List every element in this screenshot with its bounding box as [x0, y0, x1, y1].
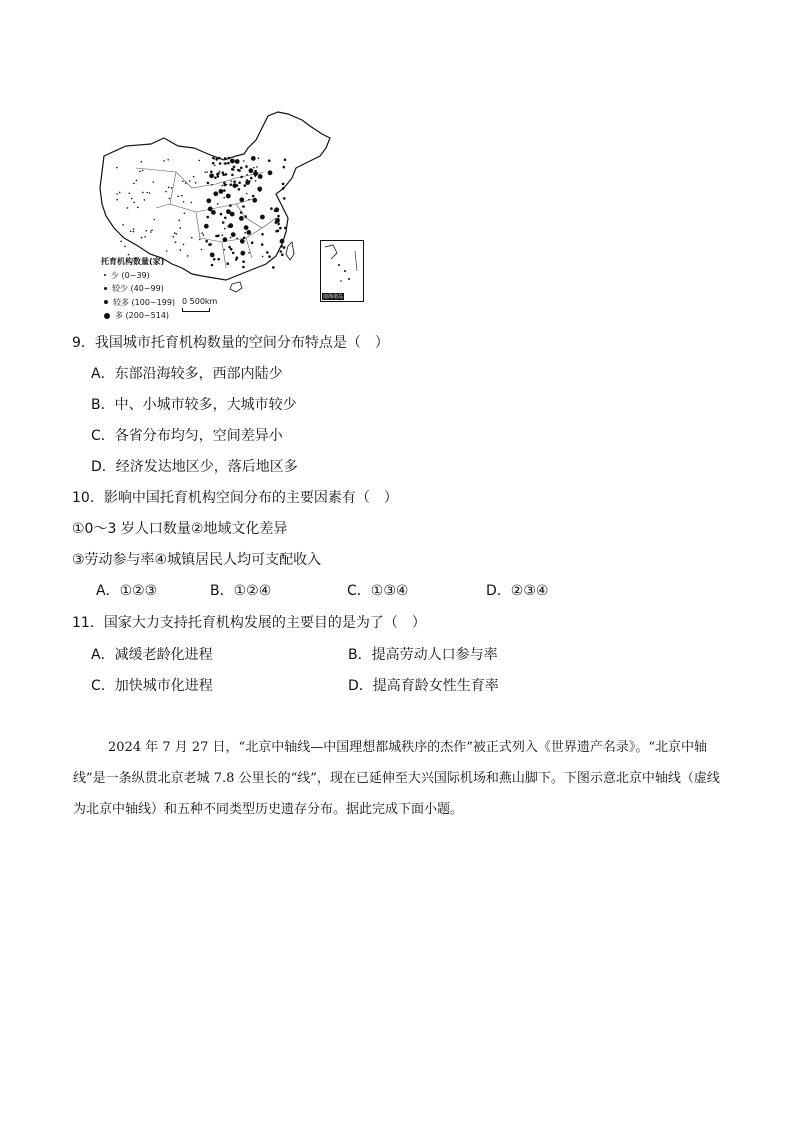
city-dot: [223, 189, 226, 192]
city-dot: [166, 250, 168, 252]
city-dot: [206, 198, 211, 203]
q11-option-c[interactable]: C．加快城市化进程: [91, 678, 213, 694]
legend-title: 托育机构数量(家): [101, 257, 165, 266]
city-dot: [142, 192, 144, 194]
city-dot: [241, 253, 243, 255]
city-dot: [193, 176, 195, 178]
city-dot: [120, 241, 122, 243]
city-dot: [261, 243, 264, 246]
city-dot: [124, 246, 126, 248]
city-dot: [244, 225, 249, 230]
city-dot: [217, 172, 220, 175]
legend-item: 少 (0~39): [101, 269, 175, 283]
q10-option-d[interactable]: D．②③④: [486, 583, 549, 599]
city-dot: [243, 160, 245, 162]
legend-dot-icon: [104, 274, 106, 276]
city-dot: [142, 170, 144, 172]
city-dot: [224, 184, 227, 187]
city-dot: [191, 202, 193, 204]
city-dot: [236, 256, 239, 259]
city-dot: [280, 239, 285, 244]
q10-option-a[interactable]: A．①②③: [96, 583, 158, 599]
city-dot: [222, 174, 225, 177]
city-dot: [240, 239, 245, 244]
city-dot: [223, 237, 228, 242]
city-dot: [268, 255, 271, 258]
city-dot: [219, 162, 222, 165]
city-dot: [282, 183, 285, 186]
city-dot: [209, 173, 214, 178]
city-dot: [245, 180, 250, 185]
city-dot: [141, 161, 143, 163]
q9-option-d[interactable]: D．经济发达地区少，落后地区多: [91, 459, 298, 475]
scale-bar: [182, 308, 210, 312]
city-dot: [203, 234, 205, 236]
city-dot: [139, 171, 141, 173]
city-dot: [283, 166, 286, 169]
q9-option-b[interactable]: B．中、小城市较多，大城市较少: [91, 397, 297, 413]
city-dot: [175, 241, 177, 243]
city-dot: [266, 251, 269, 254]
city-dot: [211, 184, 213, 186]
city-dot: [119, 192, 121, 194]
city-dot: [214, 165, 216, 167]
question-9-stem: 9．我国城市托育机构数量的空间分布特点是（ ）: [72, 335, 389, 351]
city-dot: [227, 162, 230, 165]
province-lines: [136, 168, 276, 268]
city-dot: [136, 180, 138, 182]
city-dot: [259, 189, 262, 192]
city-dot: [129, 193, 131, 195]
city-dot: [213, 258, 216, 261]
city-dot: [262, 256, 264, 258]
legend-item: 多 (200~514): [101, 309, 175, 323]
city-dot: [268, 159, 271, 162]
city-dot: [232, 183, 237, 188]
city-dot: [284, 227, 287, 230]
city-dot: [280, 250, 283, 253]
city-dot: [251, 241, 254, 244]
city-dot: [279, 227, 282, 230]
question-10-stem: 10．影响中国托育机构空间分布的主要因素有（ ）: [72, 490, 398, 506]
city-dot: [242, 205, 245, 208]
map-legend: [101, 255, 175, 323]
city-dot: [171, 187, 173, 189]
city-dot: [122, 224, 124, 226]
city-dot: [250, 170, 253, 173]
city-dot: [240, 251, 245, 256]
city-dot: [239, 197, 244, 202]
city-dot: [216, 158, 218, 160]
city-dot: [270, 207, 273, 210]
city-dot: [268, 170, 273, 175]
city-dot: [177, 196, 179, 198]
city-dot: [219, 171, 221, 173]
city-dot: [224, 162, 227, 165]
city-dot: [221, 185, 223, 187]
q9-option-a[interactable]: A．东部沿海较多，西部内陆少: [91, 366, 283, 382]
city-dot: [230, 248, 233, 251]
city-dot: [244, 232, 246, 234]
city-dot: [282, 187, 285, 190]
city-dot: [150, 231, 152, 233]
city-dot: [133, 202, 135, 204]
city-dot: [205, 240, 208, 243]
city-dot: [229, 204, 232, 207]
city-dot: [207, 182, 210, 185]
inset-islands: [321, 241, 363, 301]
city-dot: [187, 255, 189, 257]
city-dot: [222, 221, 225, 224]
q11-option-d[interactable]: D．提高育龄女性生育率: [348, 678, 499, 694]
question-11-stem: 11．国家大力支持托育机构发展的主要目的是为了（ ）: [72, 615, 426, 631]
scale-label: 0 500km: [182, 297, 218, 306]
city-dot: [232, 252, 235, 255]
city-dot: [219, 189, 222, 192]
city-dot: [228, 246, 231, 249]
city-dot: [242, 260, 245, 263]
city-dot: [179, 219, 181, 221]
city-dot: [180, 249, 182, 251]
city-dot: [198, 160, 200, 162]
city-dot: [174, 232, 176, 234]
city-dot: [217, 175, 220, 178]
city-dot: [240, 211, 243, 214]
q11-option-a[interactable]: A．减缓老龄化进程: [91, 647, 213, 663]
city-dot: [252, 195, 255, 198]
city-dot: [151, 229, 153, 231]
city-dot: [240, 176, 243, 179]
city-dot: [227, 210, 229, 212]
legend-item: 较少 (40~99): [101, 282, 175, 296]
city-dot: [233, 166, 236, 169]
city-dot: [231, 174, 234, 177]
city-dot: [169, 198, 171, 200]
city-dot: [224, 249, 226, 251]
city-dot: [133, 231, 135, 233]
city-dot: [248, 199, 250, 201]
city-dot: [228, 225, 231, 228]
reading-passage: 2024 年 7 月 27 日，“北京中轴线—中国理想都城秩序的杰作”被正式列入《世界遗产名录》。“北京中轴线”是一条纵贯北京老城 7.8 公里长的“线”，现在已延伸至大兴国际机场和燕山脚下。下图示意北京中轴线（虚线为北京中轴线）和五种不同类型历史遗存分布。据此完成下面小题。: [73, 740, 720, 817]
city-dot: [211, 264, 214, 267]
q10-option-c[interactable]: C．①③④: [347, 583, 409, 599]
city-dot: [127, 207, 129, 209]
city-dot: [227, 262, 230, 265]
city-dot: [144, 236, 146, 238]
city-dot: [255, 180, 257, 182]
city-dot: [224, 217, 227, 220]
city-dot: [221, 159, 223, 161]
city-dot: [223, 182, 226, 185]
city-dot: [181, 195, 183, 197]
city-dot: [147, 192, 149, 194]
city-dot: [283, 246, 286, 249]
city-dot: [222, 234, 224, 236]
city-dot: [246, 174, 248, 176]
city-dot: [183, 201, 185, 203]
q9-option-c[interactable]: C．各省分布均匀，空间差异小: [91, 428, 283, 444]
city-dot: [253, 172, 256, 175]
city-dot: [283, 197, 286, 200]
city-dot: [230, 237, 232, 239]
city-dot: [231, 213, 234, 216]
legend-dot-icon: [104, 300, 108, 304]
city-dot: [199, 239, 201, 241]
city-dot: [235, 159, 240, 164]
city-dot: [244, 184, 247, 187]
city-dot: [223, 197, 225, 199]
city-dot: [253, 167, 255, 169]
city-dot: [236, 237, 238, 239]
city-dot: [168, 187, 170, 189]
city-dot: [230, 180, 232, 182]
city-dot: [189, 180, 191, 182]
city-dot: [185, 182, 187, 184]
city-dot: [251, 156, 256, 161]
city-dot: [218, 157, 221, 160]
city-dot: [163, 160, 165, 162]
city-dot: [281, 253, 284, 256]
city-dot: [173, 236, 175, 238]
city-dot: [116, 193, 118, 195]
city-dot: [248, 252, 250, 254]
city-dot: [191, 237, 193, 239]
city-dot: [202, 232, 204, 234]
city-dot: [254, 198, 256, 200]
q11-option-b[interactable]: B．提高劳动人口参与率: [348, 647, 498, 663]
city-dot: [212, 162, 215, 165]
city-dot: [137, 207, 139, 209]
city-dot: [277, 218, 280, 221]
city-dot: [231, 232, 236, 237]
city-dot: [195, 182, 197, 184]
city-dot: [205, 172, 207, 174]
city-dot: [280, 245, 283, 248]
city-dot: [154, 219, 156, 221]
city-dot: [116, 199, 118, 201]
city-dot: [240, 167, 243, 170]
south-china-sea-inset: [320, 240, 364, 302]
city-dot: [144, 199, 146, 201]
city-dot: [224, 228, 226, 230]
city-dot: [272, 266, 275, 269]
city-dot: [209, 243, 212, 246]
city-dot: [258, 157, 260, 159]
city-dot: [165, 191, 167, 193]
city-dot: [277, 215, 280, 218]
city-dot: [284, 158, 287, 161]
city-dot: [213, 158, 215, 160]
city-dot: [246, 193, 248, 195]
city-dot: [260, 215, 265, 220]
inset-label: 南海诸岛: [323, 294, 344, 300]
city-dot: [141, 237, 143, 239]
hainan-island: [230, 282, 242, 292]
legend-item: 较多 (100~199): [101, 296, 175, 310]
city-dot: [214, 176, 217, 179]
city-dot: [246, 230, 251, 235]
city-dot: [239, 216, 244, 221]
city-dot: [245, 165, 248, 168]
city-dot: [206, 171, 208, 173]
legend-dot-icon: [104, 313, 110, 319]
city-dot: [229, 183, 232, 186]
q10-option-b[interactable]: B．①②④: [210, 583, 272, 599]
map-scale-bar: [182, 297, 242, 306]
city-dot: [130, 230, 132, 232]
city-dot: [217, 258, 220, 261]
city-dot: [256, 166, 258, 168]
city-dot: [206, 216, 209, 219]
city-dot: [226, 194, 231, 199]
city-dot: [149, 192, 151, 194]
city-dot: [116, 167, 118, 169]
city-dot: [131, 198, 133, 200]
city-dot: [240, 217, 242, 219]
city-dot: [204, 224, 209, 229]
city-dot: [277, 223, 280, 226]
city-dot: [184, 213, 186, 215]
legend-dot-icon: [104, 287, 107, 290]
city-dot: [225, 173, 228, 176]
q10-statements-line-2: ③劳动参与率④城镇居民人均可支配收入: [72, 552, 322, 568]
city-dot: [217, 203, 219, 205]
city-dot: [224, 157, 227, 160]
city-dot: [215, 193, 218, 196]
city-dot: [227, 157, 230, 160]
city-dot: [145, 230, 147, 232]
city-dot: [250, 177, 253, 180]
city-dot: [180, 227, 182, 229]
city-dot: [201, 249, 203, 251]
city-dot: [133, 228, 135, 230]
city-dot: [211, 210, 216, 215]
city-dot: [238, 181, 241, 184]
city-dot: [238, 188, 241, 191]
city-dot: [183, 244, 185, 246]
city-dot: [133, 183, 135, 185]
city-dot: [274, 209, 277, 212]
city-dot: [275, 230, 278, 233]
city-dot: [243, 237, 246, 240]
city-dot: [176, 233, 178, 235]
city-dot: [233, 180, 236, 183]
q10-statements-line-1: ①0～3 岁人口数量②地域文化差异: [72, 521, 288, 537]
city-dot: [244, 215, 247, 218]
city-dot: [212, 254, 215, 257]
city-dot: [258, 174, 263, 179]
city-dot: [210, 170, 213, 173]
city-dot: [215, 235, 218, 238]
city-dot: [167, 159, 169, 161]
city-dot: [182, 181, 184, 183]
taiwan-island: [286, 242, 294, 260]
city-dot: [220, 213, 223, 216]
city-dot: [152, 181, 154, 183]
city-dot: [261, 233, 264, 236]
city-dot: [230, 159, 235, 164]
city-dot: [242, 266, 245, 269]
city-dot: [238, 169, 241, 172]
city-dot: [232, 168, 235, 171]
